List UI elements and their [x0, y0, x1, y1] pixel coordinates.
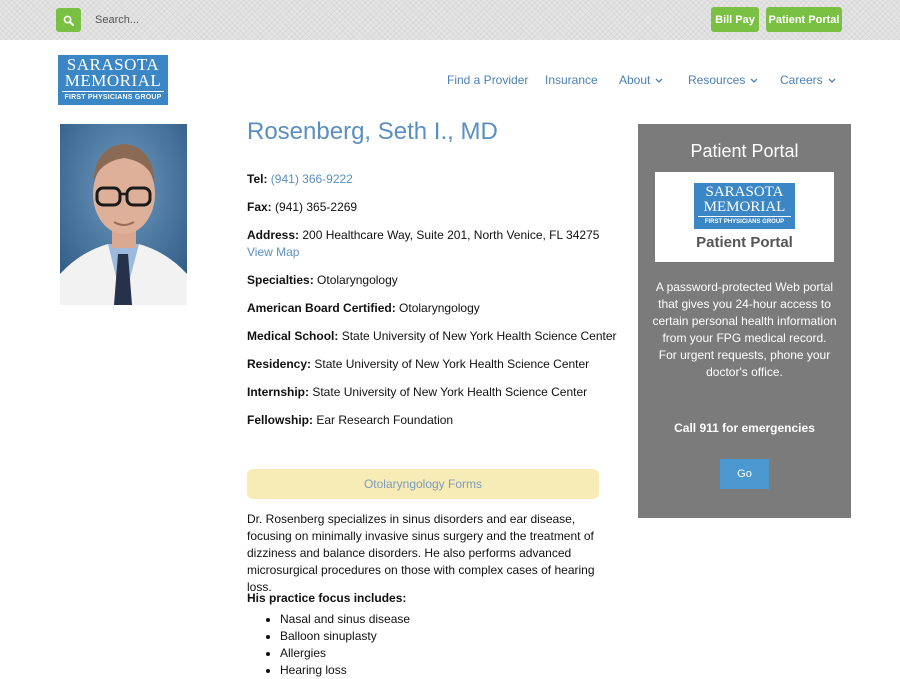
- panel-description: A password-protected Web portal that gives you 24-hour access to certain personal health information from your FPG medical record. For urgent requests, phone your doctor's office.: [652, 280, 837, 379]
- bill-pay-button[interactable]: Bill Pay: [711, 7, 759, 32]
- list-item: • Nasal and sinus disease: [280, 611, 410, 628]
- top-utility-bar: [0, 0, 900, 40]
- provider-name: Rosenberg, Seth I., MD: [247, 118, 498, 145]
- fax-value: (941) 365-2269: [275, 200, 358, 214]
- emergency-notice: Call 911 for emergencies: [674, 421, 815, 435]
- fellowship-line: [247, 413, 453, 427]
- list-item: • Allergies: [280, 645, 410, 662]
- medical-school-value: State University of New York Health Science Center: [341, 329, 617, 343]
- site-logo[interactable]: [58, 55, 168, 105]
- medical-school-line: [247, 329, 617, 343]
- specialties-label: Specialties:: [247, 273, 314, 287]
- practice-focus-list: [247, 611, 410, 679]
- address-line: [247, 228, 599, 242]
- nav-label: About: [619, 73, 651, 87]
- nav-insurance[interactable]: [545, 73, 598, 87]
- address-label: Address:: [247, 228, 300, 242]
- view-map-link[interactable]: View Map: [247, 245, 300, 259]
- nav-label: Find a Provider: [447, 73, 529, 87]
- search-input[interactable]: Search...: [95, 14, 140, 26]
- portal-logo-line-3: FIRST PHYSICIANS GROUP: [704, 219, 785, 225]
- otolaryngology-forms-button[interactable]: Otolaryngology Forms: [247, 469, 599, 499]
- nav-label: Careers: [780, 73, 823, 87]
- fax-line: [247, 200, 357, 214]
- list-item: • Balloon sinuplasty: [280, 628, 410, 645]
- list-item: • Hearing loss: [280, 662, 410, 679]
- chevron-down-icon: [655, 78, 663, 83]
- tel-link[interactable]: (941) 366-9222: [270, 172, 353, 186]
- nav-label: Resources: [688, 73, 746, 87]
- specialties-value: Otolaryngology: [317, 273, 398, 287]
- internship-label: Internship:: [247, 385, 309, 399]
- search-button[interactable]: [56, 8, 81, 32]
- nav-about[interactable]: [619, 73, 663, 87]
- logo-divider: [62, 91, 164, 92]
- logo-line-1: SARASOTA: [66, 55, 160, 74]
- portal-logo-line-2: MEMORIAL: [703, 199, 786, 215]
- fax-label: Fax:: [247, 200, 272, 214]
- panel-title: Patient Portal: [690, 141, 799, 161]
- practice-heading: His practice focus includes:: [247, 591, 407, 605]
- medical-school-label: Medical School:: [247, 329, 339, 343]
- fellowship-label: Fellowship:: [247, 413, 313, 427]
- logo-line-2: MEMORIAL: [64, 71, 162, 90]
- provider-bio: Dr. Rosenberg specializes in sinus disorders and ear disease, focusing on minimally invasive sinus surgery and the treatment of dizziness and balance disorders. He also performs advanced microsurgical procedures on those with complex cases of hearing loss.: [247, 512, 595, 594]
- portal-image-caption: Patient Portal: [696, 234, 793, 251]
- internship-value: State University of New York Health Science Center: [312, 385, 588, 399]
- residency-label: Residency:: [247, 357, 312, 371]
- chevron-down-icon: [750, 78, 758, 83]
- nav-careers[interactable]: [780, 73, 836, 87]
- internship-line: [247, 385, 587, 399]
- nav-label: Insurance: [545, 73, 598, 87]
- residency-line: [247, 357, 589, 371]
- nav-find-provider[interactable]: [447, 73, 528, 87]
- nav-resources[interactable]: [688, 73, 758, 87]
- logo-line-3: FIRST PHYSICIANS GROUP: [64, 94, 162, 101]
- board-line: [247, 301, 480, 315]
- chevron-down-icon: [828, 78, 836, 83]
- residency-value: State University of New York Health Science Center: [314, 357, 590, 371]
- patient-portal-top-button[interactable]: Patient Portal: [766, 7, 842, 32]
- board-label: American Board Certified:: [247, 301, 396, 315]
- patient-portal-image[interactable]: [655, 172, 834, 262]
- search-icon: [63, 15, 74, 26]
- address-value: 200 Healthcare Way, Suite 201, North Venice, FL 34275: [302, 228, 600, 242]
- fellowship-value: Ear Research Foundation: [316, 413, 454, 427]
- portal-logo: [694, 183, 795, 229]
- specialties-line: [247, 273, 398, 287]
- go-button[interactable]: Go: [720, 459, 769, 489]
- provider-photo: [60, 124, 187, 305]
- board-value: Otolaryngology: [399, 301, 480, 315]
- patient-portal-panel: [638, 124, 851, 518]
- tel-label: Tel:: [247, 172, 268, 186]
- portal-logo-divider: [698, 216, 791, 217]
- tel-line: [247, 172, 353, 186]
- portal-logo-line-1: SARASOTA: [705, 184, 784, 200]
